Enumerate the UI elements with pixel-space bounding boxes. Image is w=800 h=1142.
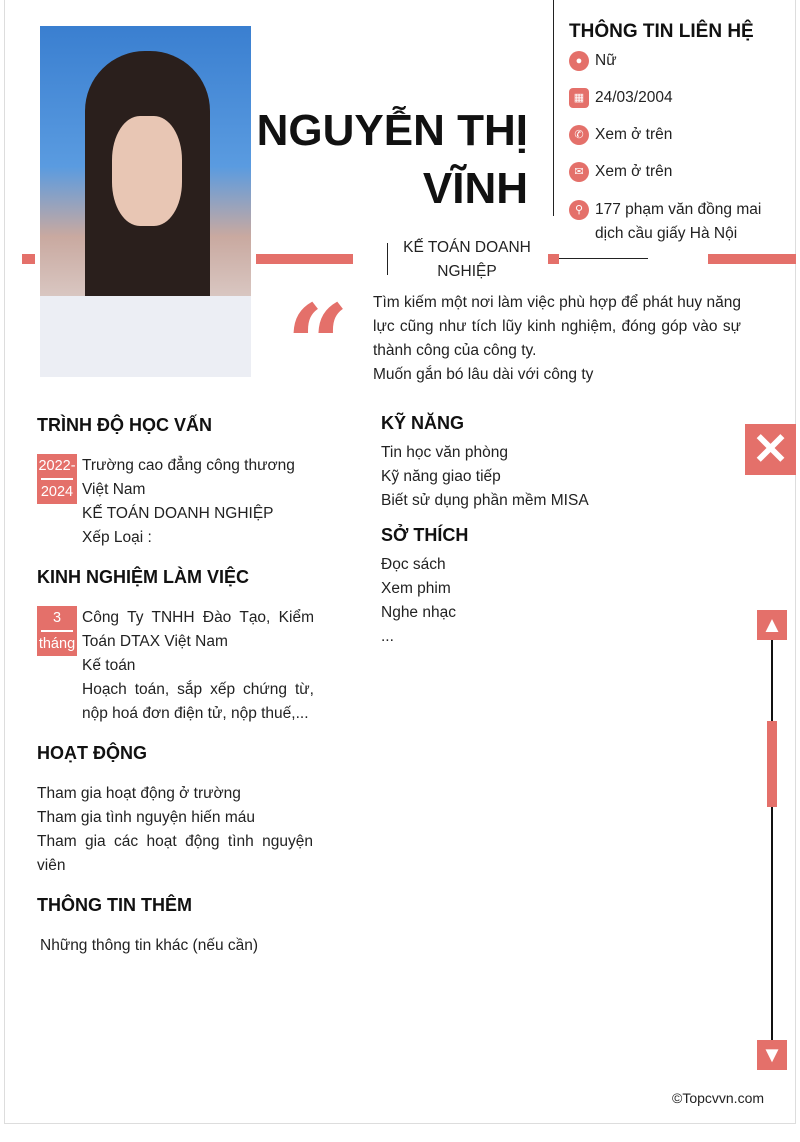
duration-number: 3 bbox=[52, 610, 62, 626]
name-line2: VĨNH bbox=[422, 164, 528, 213]
extra-title: THÔNG TIN THÊM bbox=[37, 895, 192, 915]
contact-dob bbox=[569, 86, 784, 110]
name-line1: NGUYỄN THỊ bbox=[256, 106, 528, 155]
email-icon: ✉ bbox=[569, 162, 589, 182]
activity-item: Tham gia hoạt động ở trường bbox=[37, 785, 241, 802]
hobby-item: Đọc sách bbox=[381, 556, 446, 573]
contact-phone bbox=[569, 123, 784, 147]
rank: Xếp Loại : bbox=[82, 529, 152, 546]
scroll-thumb[interactable] bbox=[767, 721, 777, 807]
calendar-icon: ▦ bbox=[569, 88, 589, 108]
extra-text: Những thông tin khác (nếu cần) bbox=[40, 937, 259, 954]
decor-bar bbox=[22, 254, 35, 264]
skill-item: Biết sử dụng phần mềm MISA bbox=[381, 492, 589, 509]
hobby-item: Xem phim bbox=[381, 580, 451, 597]
duration-unit: tháng bbox=[38, 636, 76, 652]
address-text: 177 phạm văn đồng mai dịch cầu giấy Hà Nội bbox=[595, 201, 762, 242]
skill-item: Tin học văn phòng bbox=[381, 444, 508, 461]
education-title: TRÌNH ĐỘ HỌC VẤN bbox=[37, 415, 212, 435]
hobby-item: ... bbox=[381, 628, 394, 645]
email-text: Xem ở trên bbox=[595, 163, 673, 180]
contact-address bbox=[569, 198, 784, 246]
phone-icon: ✆ bbox=[569, 125, 589, 145]
dob-text: 24/03/2004 bbox=[595, 89, 673, 106]
experience-title: KINH NGHIỆM LÀM VIỆC bbox=[37, 567, 250, 587]
person-icon: ● bbox=[569, 51, 589, 71]
experience-duration bbox=[37, 606, 77, 656]
full-name bbox=[257, 102, 528, 218]
activity-item: Tham gia các hoạt động tình nguyện viên bbox=[37, 833, 313, 874]
contact-title: THÔNG TIN LIÊN HỆ bbox=[569, 21, 754, 42]
divider bbox=[553, 0, 554, 216]
job-description: Hoạch toán, sắp xếp chứng từ, nộp hoá đơn điện tử, nộp thuế,... bbox=[82, 681, 314, 722]
scroll-up-button[interactable] bbox=[757, 610, 787, 640]
skill-item: Kỹ năng giao tiếp bbox=[381, 468, 501, 485]
objective-text: Tìm kiếm một nơi làm việc phù hợp để phát huy năng lực cũng như tích lũy kinh nghiệm, đóng góp vào sự thành công của công ty. bbox=[373, 294, 741, 359]
arrow-up-icon: ▲ bbox=[761, 612, 783, 637]
scroll-down-button[interactable] bbox=[757, 1040, 787, 1070]
activity-item: Tham gia tình nguyện hiến máu bbox=[37, 809, 255, 826]
activities-title: HOẠT ĐỘNG bbox=[37, 743, 147, 763]
quote-icon: “ bbox=[286, 280, 350, 409]
year-from: 2022- bbox=[38, 458, 76, 474]
location-icon: ⚲ bbox=[569, 200, 589, 220]
hobby-item: Nghe nhạc bbox=[381, 604, 456, 621]
job-position: KẾ TOÁN DOANH NGHIỆP bbox=[403, 239, 531, 280]
decor-bar bbox=[256, 254, 353, 264]
hobbies-title: SỞ THÍCH bbox=[381, 525, 469, 545]
decor-bar bbox=[548, 254, 559, 264]
phone-text: Xem ở trên bbox=[595, 126, 673, 143]
profile-photo bbox=[40, 26, 251, 377]
decor-bar bbox=[708, 254, 796, 264]
year-to: 2024 bbox=[40, 484, 74, 500]
divider bbox=[559, 258, 648, 259]
role: Kế toán bbox=[82, 657, 136, 674]
gender-text: Nữ bbox=[595, 52, 617, 69]
close-icon: ✕ bbox=[752, 425, 789, 474]
major: KẾ TOÁN DOANH NGHIỆP bbox=[82, 505, 274, 522]
company-name: Công Ty TNHH Đào Tạo, Kiểm Toán DTAX Việt Nam bbox=[82, 609, 314, 650]
arrow-down-icon: ▼ bbox=[761, 1042, 783, 1067]
footer-credit: ©Topcvvn.com bbox=[672, 1090, 765, 1106]
objective-text: Muốn gắn bó lâu dài với công ty bbox=[373, 366, 594, 383]
scroll-track bbox=[771, 635, 773, 1045]
close-button[interactable] bbox=[745, 424, 796, 475]
education-years bbox=[37, 454, 77, 504]
skills-title: KỸ NĂNG bbox=[381, 413, 465, 433]
contact-email bbox=[569, 160, 784, 184]
divider bbox=[387, 243, 388, 275]
school-name: Trường cao đẳng công thương Việt Nam bbox=[82, 457, 295, 498]
contact-gender bbox=[569, 49, 784, 73]
